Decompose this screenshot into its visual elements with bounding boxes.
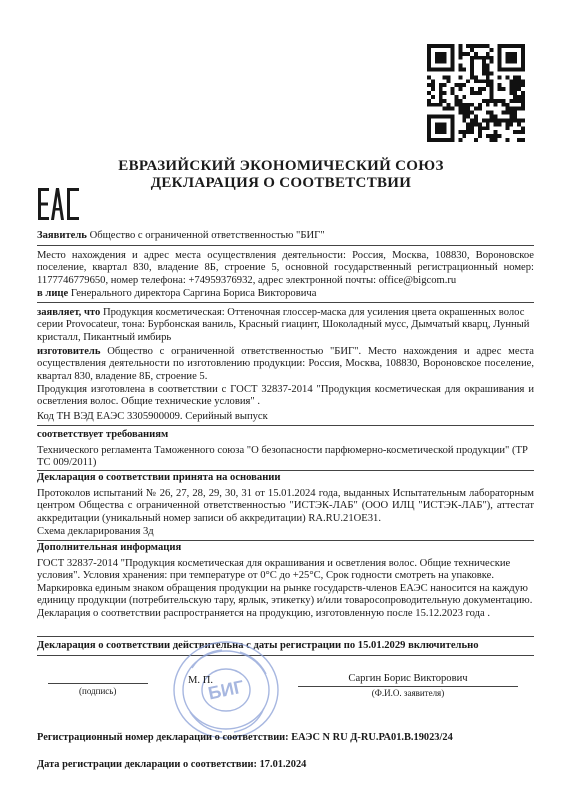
representative-label: в лице	[37, 288, 69, 299]
representative-value: Генерального директора Саргина Бориса Викторовича	[70, 288, 317, 299]
basis-scheme: Схема декларирования 3д	[37, 526, 154, 537]
declares-block	[37, 307, 534, 344]
union-title: ЕВРАЗИЙСКИЙ ЭКОНОМИЧЕСКИЙ СОЮЗ	[118, 158, 444, 174]
manufacturer-label: изготовитель	[37, 346, 101, 357]
declares-label: заявляет, что	[37, 307, 101, 318]
basis-text: Протоколов испытаний № 26, 27, 28, 29, 30, 31 от 15.01.2024 года, выданных Испытательным лабораторным центром Общества с ограниченной ответственностью "ИСТЭК-ЛАБ" (ООО ИЛЦ "ИСТЭК-ЛАБ"), аттестат аккредитации (уникальный номер записи об аккредитации) RA.RU.21ОЕ31.	[37, 488, 534, 524]
stamp-seal	[170, 638, 282, 742]
manufacturer-value: Общество с ограниченной ответственностью "БИГ". Место нахождения и адрес места осуществления деятельности по изготовлению продукции: Россия, Москва, 108830, Вороновское поселение, квартал 830, владение 8Б, строение 5.	[37, 346, 534, 382]
registration-number-value: ЕАЭС N RU Д-RU.РА01.В.19023/24	[291, 732, 453, 743]
manufacturer-block	[37, 346, 534, 383]
mp-label: М. П.	[188, 675, 214, 686]
additional-title: Дополнительная информация	[37, 542, 182, 553]
registration-date-value: 17.01.2024	[259, 759, 307, 770]
produced-block: Продукция изготовлена в соответствии с ГОСТ 32837-2014 "Продукция косметическая для окрашивания и осветления волос. Общие технические условия" .	[37, 384, 534, 408]
stamp-text: БИГ	[206, 676, 246, 704]
applicant-label: Заявитель	[37, 230, 87, 241]
validity-line: Декларация о соответствии действительна с даты регистрации по 15.01.2029 включительно	[37, 640, 479, 651]
code-line: Код ТН ВЭД ЕАЭС 3305900009. Серийный выпуск	[37, 411, 268, 422]
signature-caption: (подпись)	[79, 686, 117, 696]
registration-number-line	[37, 732, 534, 744]
representative-line	[37, 288, 534, 300]
document-title: ДЕКЛАРАЦИЯ О СООТВЕТСТВИИ	[150, 175, 412, 191]
basis-title: Декларация о соответствии принята на основании	[37, 472, 281, 483]
registration-date-label: Дата регистрации декларации о соответствии:	[37, 759, 257, 770]
registration-number-label: Регистрационный номер декларации о соответствии:	[37, 732, 289, 743]
address-block: Место нахождения и адрес места осуществления деятельности: Россия, Москва, 108830, Вороновское поселение, квартал 830, владение 8Б, строение 5, основной государственный регистрационный номер: 1177746779650, номер телефона: +74959376932, адрес электронной почты: office@bigcom.ru	[37, 250, 534, 286]
registration-date-line	[37, 759, 534, 771]
applicant-line	[37, 230, 534, 242]
eac-logo	[37, 184, 81, 224]
additional-text: ГОСТ 32837-2014 "Продукция косметическая для окрашивания и осветления волос. Общие технические условия". Условия хранения: при температуре от 0°С до +25°С, Срок годности смотреть на упаковке. Маркировка единым знаком обращения продукции на рынке государств-членов ЕАЭС наносится на каждую единицу продукции (потребительскую тару, ярлык, этикетку) и/или товаросопроводительную документацию. Декларация о соответствии распространяется на продукцию, изготовленную после 15.12.2023 года .	[37, 558, 533, 619]
conforms-text: Технического регламента Таможенного союза "О безопасности парфюмерно-косметической продукции" (ТР ТС 009/2011)	[37, 445, 528, 469]
applicant-value: Общество с ограниченной ответственностью "БИГ"	[89, 230, 325, 241]
qr-code	[427, 44, 525, 142]
conforms-title: соответствует требованиям	[37, 429, 169, 440]
signatory-name: Саргин Борис Викторович	[348, 673, 468, 684]
signatory-caption: (Ф.И.О. заявителя)	[371, 688, 445, 698]
declares-value: Продукция косметическая: Оттеночная глоссер-маска для усиления цвета окрашенных волос серии Provocateur, тона: Бурбонская ваниль, Красный гиацинт, Шоколадный мусс, Дымчатый кварц, Лунный кристалл, Пикантный имбирь	[37, 307, 530, 343]
